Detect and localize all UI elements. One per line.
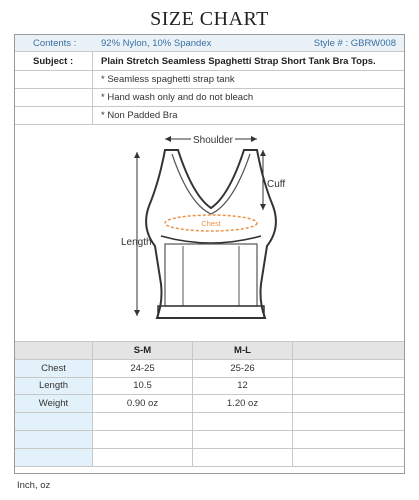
row-label: Weight xyxy=(15,395,93,412)
row-label xyxy=(15,431,93,448)
table-cell: 24-25 xyxy=(93,360,193,377)
shoulder-label: Shoulder xyxy=(192,135,234,146)
contents-label: Contents : xyxy=(33,38,77,49)
table-cell xyxy=(293,431,404,448)
bullet-row xyxy=(15,89,404,107)
tank-top-illustration xyxy=(15,124,404,342)
table-row xyxy=(15,449,404,467)
header-cell xyxy=(15,342,93,359)
table-row xyxy=(15,413,404,431)
table-cell xyxy=(293,378,404,395)
units-footnote: Inch, oz xyxy=(17,480,51,491)
header-cell: S-M xyxy=(93,342,193,359)
table-cell: 12 xyxy=(193,378,293,395)
table-cell: 0.90 oz xyxy=(93,395,193,412)
header-cell: M-L xyxy=(193,342,293,359)
size-table xyxy=(15,342,404,467)
table-cell xyxy=(93,413,193,430)
table-row xyxy=(15,378,404,396)
table-cell: 1.20 oz xyxy=(193,395,293,412)
table-cell xyxy=(193,431,293,448)
style-number: Style # : GBRW008 xyxy=(313,38,396,49)
bullet-row xyxy=(15,107,404,125)
table-cell xyxy=(193,413,293,430)
bullet-item: * Non Padded Bra xyxy=(101,110,178,121)
table-cell xyxy=(293,413,404,430)
table-cell xyxy=(93,431,193,448)
bullet-item: * Seamless spaghetti strap tank xyxy=(101,74,235,85)
chest-label: Chest xyxy=(201,219,221,228)
garment-diagram xyxy=(15,124,404,342)
subject-row xyxy=(15,52,404,71)
table-cell xyxy=(193,449,293,466)
table-row xyxy=(15,360,404,378)
table-cell xyxy=(293,360,404,377)
length-label: Length xyxy=(121,237,152,248)
table-cell xyxy=(93,449,193,466)
table-header-row xyxy=(15,342,404,360)
table-cell xyxy=(293,395,404,412)
contents-row xyxy=(15,35,404,52)
table-row xyxy=(15,395,404,413)
row-label xyxy=(15,413,93,430)
table-cell: 10.5 xyxy=(93,378,193,395)
page-title: SIZE CHART xyxy=(150,8,269,30)
bullet-row xyxy=(15,71,404,89)
table-cell xyxy=(293,449,404,466)
header-cell xyxy=(293,342,404,359)
bullet-item: * Hand wash only and do not bleach xyxy=(101,92,254,103)
contents-value: 92% Nylon, 10% Spandex xyxy=(101,38,212,49)
row-label: Length xyxy=(15,378,93,395)
subject-title: Plain Stretch Seamless Spaghetti Strap Short Tank Bra Tops. xyxy=(101,56,376,67)
row-label: Chest xyxy=(15,360,93,377)
table-row xyxy=(15,431,404,449)
subject-label: Subject : xyxy=(33,56,74,67)
cuff-label: Cuff xyxy=(267,179,286,190)
row-label xyxy=(15,449,93,466)
table-cell: 25-26 xyxy=(193,360,293,377)
